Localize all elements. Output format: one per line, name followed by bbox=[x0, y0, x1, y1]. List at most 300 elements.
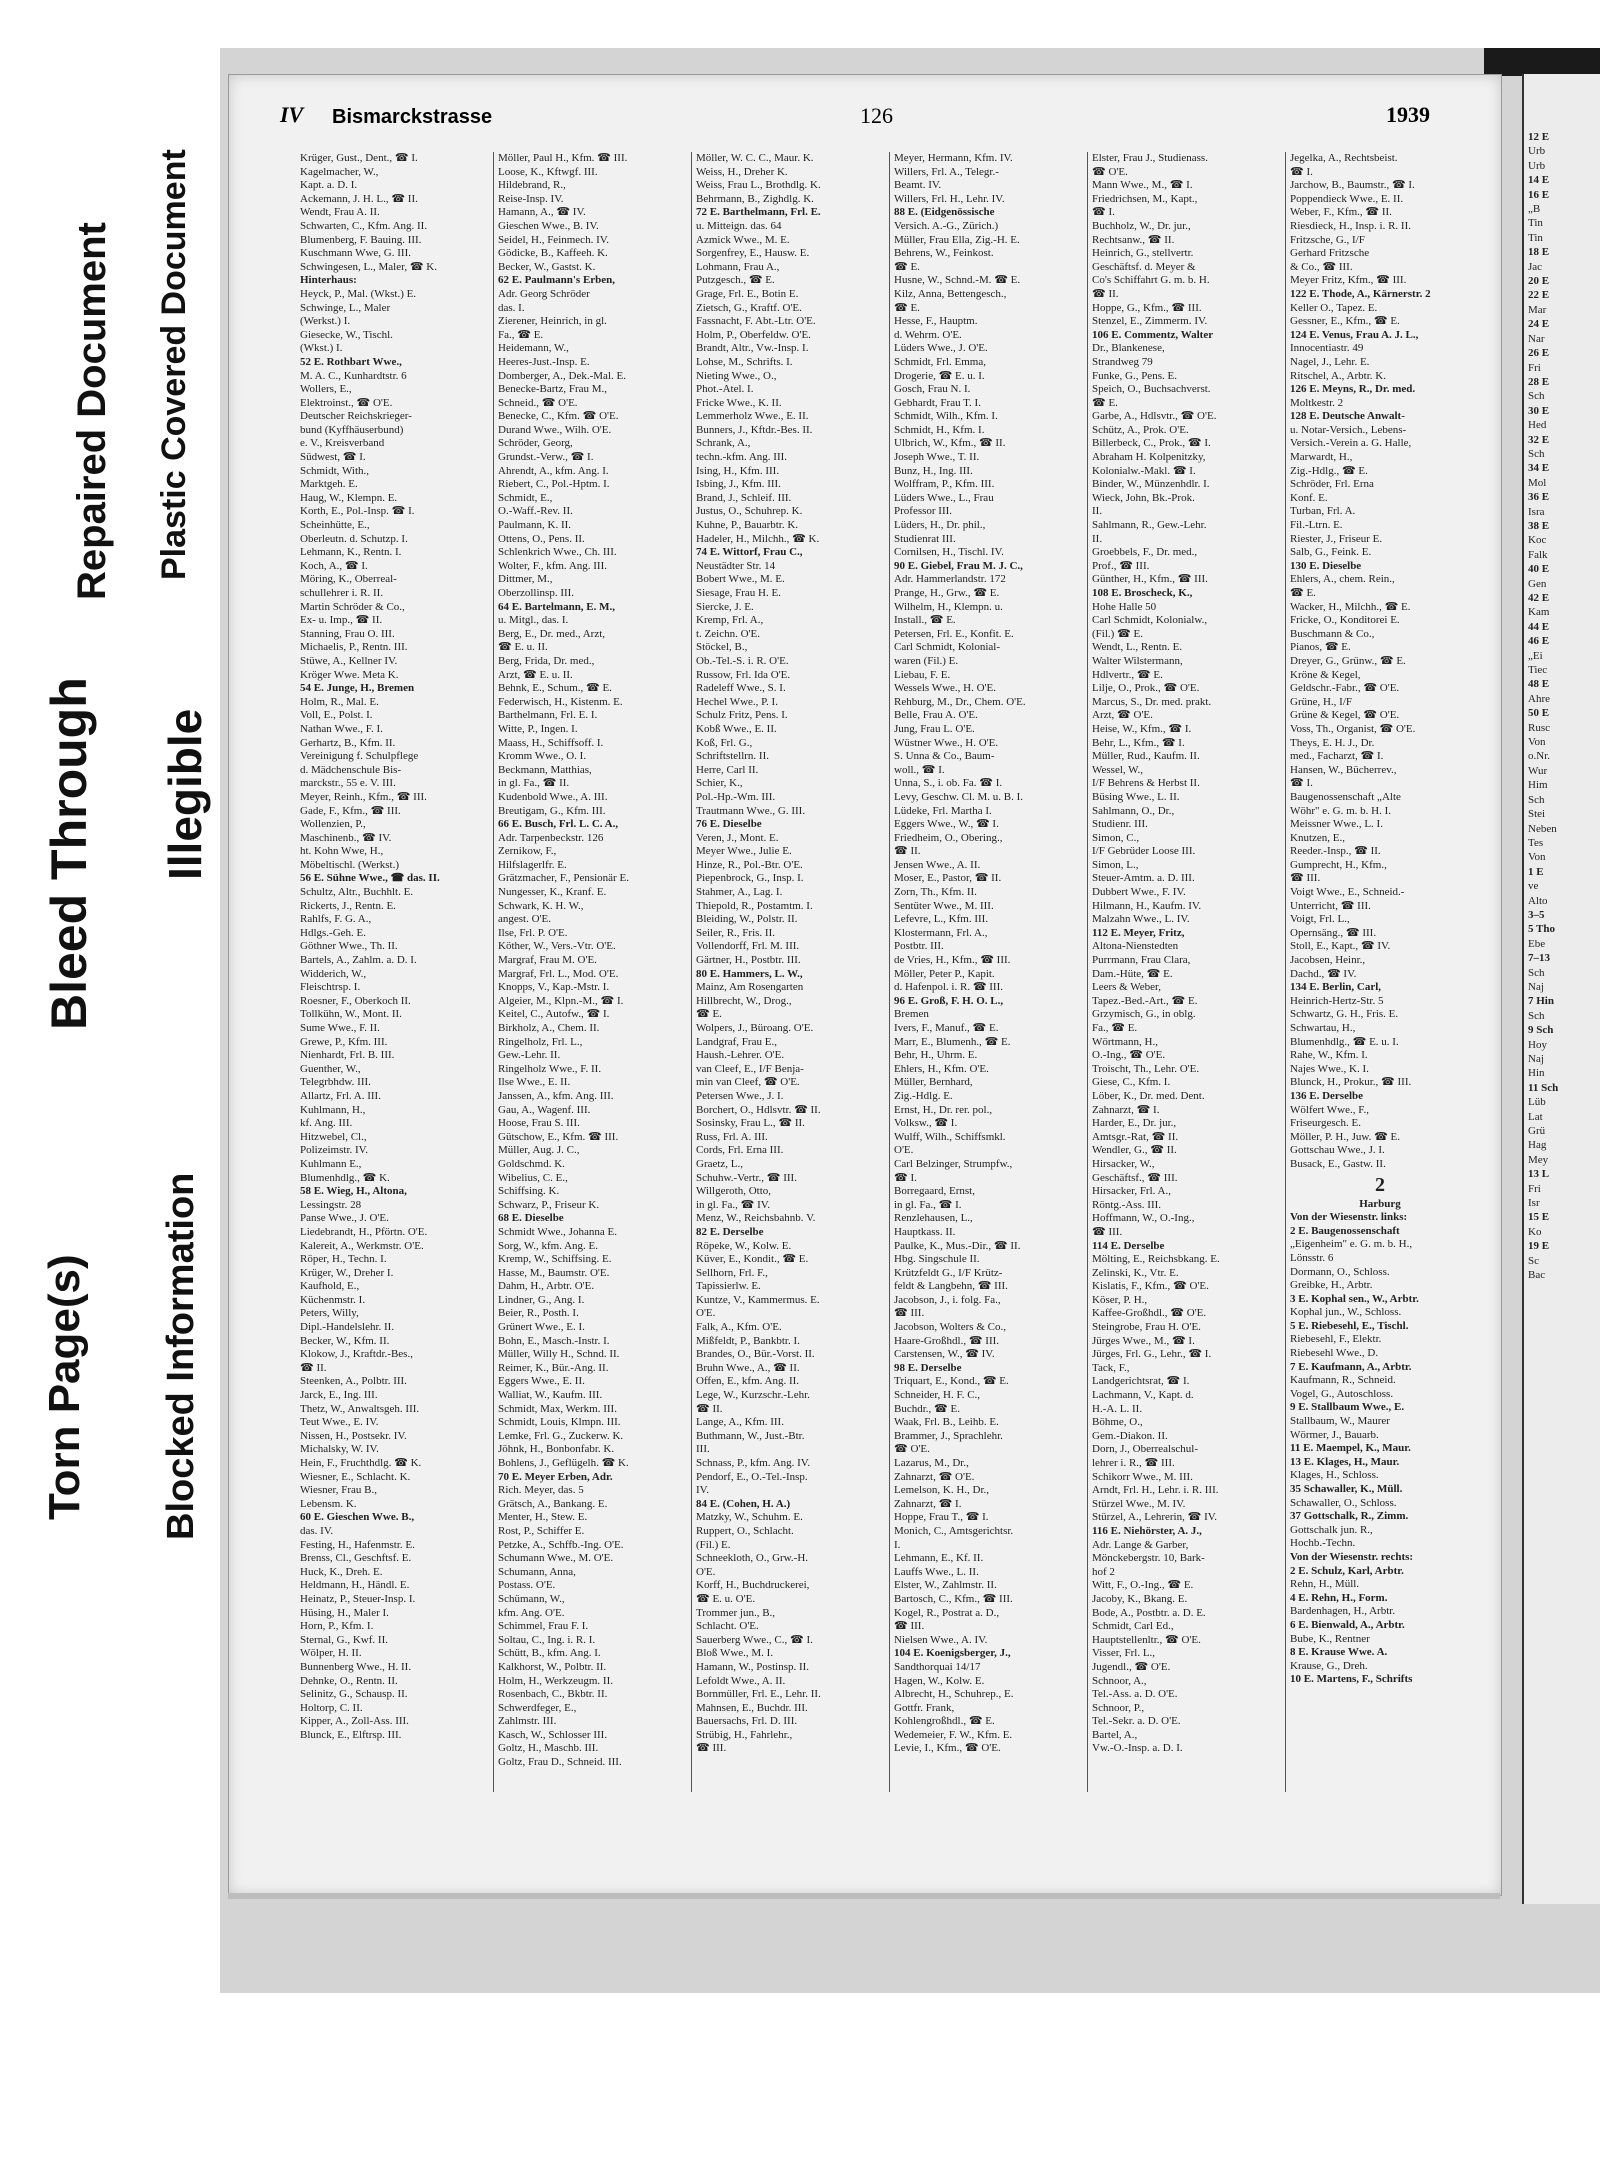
directory-entry-line: Schimmel, Frau F. I. bbox=[498, 1620, 589, 1633]
directory-entry-line: 62 E. Paulmann's Erben, bbox=[498, 274, 616, 287]
directory-entry-line: Kromm Wwe., O. I. bbox=[498, 750, 587, 763]
directory-entry-line: Purrmann, Frau Clara, bbox=[1092, 954, 1191, 967]
directory-entry-line: Durand Wwe., Wilh. O'E. bbox=[498, 423, 612, 436]
directory-entry-line: Sahlmann, R., Gew.-Lehr. bbox=[1092, 519, 1207, 532]
directory-entry-line: Guenther, W., bbox=[300, 1062, 361, 1075]
directory-entry-line: Wollenzien, P., bbox=[300, 818, 366, 831]
directory-entry-line: I. bbox=[894, 1538, 901, 1551]
directory-entry-line: Panse Wwe., J. O'E. bbox=[300, 1212, 389, 1225]
directory-entry-line: Riebert, C., Pol.-Hptm. I. bbox=[498, 478, 610, 491]
directory-entry-line: bund (Kyffhäuserbund) bbox=[300, 423, 404, 436]
directory-entry-line: Rehn, H., Müll. bbox=[1290, 1578, 1360, 1591]
adjacent-page-fragment: 40 E bbox=[1528, 563, 1550, 576]
directory-entry-line: 134 E. Berlin, Carl, bbox=[1290, 981, 1382, 994]
directory-entry-line: Kuntze, V., Kammermus. E. bbox=[696, 1293, 820, 1306]
adjacent-page-fragment: Ahre bbox=[1528, 692, 1550, 705]
directory-entry-line: hof 2 bbox=[1092, 1565, 1115, 1578]
directory-entry-line: Ackemann, J. H. L., ☎ II. bbox=[300, 192, 418, 205]
directory-entry-line: Knopps, V., Kap.-Mstr. I. bbox=[498, 981, 610, 994]
directory-entry-line: Schmidt, E., bbox=[498, 491, 553, 504]
directory-entry-line: M. A. C., Kunhardtstr. 6 bbox=[300, 369, 407, 382]
adjacent-page-fragment: Sch bbox=[1528, 447, 1545, 460]
adjacent-page-fragment: Hoy bbox=[1528, 1038, 1547, 1051]
directory-entry-line: Bleiding, W., Polstr. II. bbox=[696, 913, 798, 926]
adjacent-page-fragment: Him bbox=[1528, 779, 1548, 792]
directory-entry-line: Becker, W., Kfm. II. bbox=[300, 1334, 390, 1347]
directory-entry-line: ☎ II. bbox=[1092, 287, 1119, 300]
directory-entry-line: Holm, R., Mal. E. bbox=[300, 695, 379, 708]
directory-entry-line: ☎ III. bbox=[696, 1742, 727, 1755]
directory-entry-line: Wessels Wwe., H. O'E. bbox=[894, 682, 997, 695]
adjacent-page-fragment: 48 E bbox=[1528, 678, 1550, 691]
directory-entry-line: Riesdieck, H., Insp. i. R. II. bbox=[1290, 219, 1411, 232]
directory-entry-line: Azmick Wwe., M. E. bbox=[696, 233, 790, 246]
directory-entry-line: Troischt, Th., Lehr. O'E. bbox=[1092, 1062, 1200, 1075]
directory-entry-line: Hohe Halle 50 bbox=[1092, 600, 1157, 613]
directory-entry-line: Hirsacker, Frl. A., bbox=[1092, 1185, 1171, 1198]
directory-entry-line: Berg, Frida, Dr. med., bbox=[498, 654, 595, 667]
directory-entry-line: Schmidt, With., bbox=[300, 464, 370, 477]
directory-entry-line: Menter, H., Stew. E. bbox=[498, 1511, 588, 1524]
directory-entry-line: Lange, A., Kfm. III. bbox=[696, 1416, 784, 1429]
column-divider bbox=[493, 152, 494, 1792]
directory-entry-line: Moser, E., Pastor, ☎ II. bbox=[894, 872, 1002, 885]
directory-entry-line: Birkholz, A., Chem. II. bbox=[498, 1022, 600, 1034]
directory-entry-line: Geschäftsf. d. Meyer & bbox=[1092, 260, 1196, 273]
directory-entry-line: Moltkestr. 2 bbox=[1290, 396, 1344, 409]
directory-entry-line: Landgraf, Frau E., bbox=[696, 1035, 777, 1048]
directory-entry-line: Matzky, W., Schuhm. E. bbox=[696, 1511, 803, 1524]
directory-entry-line: in gl. Fa., ☎ IV. bbox=[696, 1198, 771, 1211]
directory-entry-line: ☎ III. bbox=[1290, 872, 1321, 885]
directory-entry-line: Buchholz, W., Dr. jur., bbox=[1092, 219, 1191, 232]
directory-entry-line: Walter Wilstermann, bbox=[1092, 654, 1183, 667]
directory-entry-line: Röpeke, W., Kolw. E. bbox=[696, 1239, 792, 1252]
directory-entry-line: angest. O'E. bbox=[498, 913, 551, 926]
adjacent-page-fragment: 14 E bbox=[1528, 174, 1550, 187]
directory-entry-line: Pol.-Hp.-Wm. III. bbox=[696, 790, 776, 803]
directory-entry-line: Steenken, A., Polbtr. III. bbox=[300, 1375, 407, 1388]
dark-corner-tab bbox=[1484, 48, 1600, 76]
adjacent-page-fragment: Wur bbox=[1528, 764, 1548, 777]
directory-entry-line: Hinterhaus: bbox=[300, 274, 357, 287]
directory-entry-line: Versich. A.-G., Zürich.) bbox=[894, 219, 999, 232]
directory-entry-line: ☎ I. bbox=[1290, 165, 1313, 178]
directory-entry-line: Möller, P. H., Juw. ☎ E. bbox=[1290, 1130, 1401, 1143]
directory-entry-line: Grage, Frl. E., Botin E. bbox=[696, 287, 799, 300]
directory-entry-line: Hitzwebel, Cl., bbox=[300, 1130, 367, 1143]
directory-entry-line: Wendler, G., ☎ II. bbox=[1092, 1144, 1177, 1157]
directory-entry-line: Lüders, H., Dr. phil., bbox=[894, 519, 986, 532]
directory-entry-line: Haare-Großhdl., ☎ III. bbox=[894, 1334, 1000, 1347]
directory-entry-line: Hasse, M., Baumstr. O'E. bbox=[498, 1266, 610, 1279]
directory-entry-line: Hdlvertr., ☎ E. bbox=[1092, 668, 1163, 681]
directory-entry-line: ☎ II. bbox=[696, 1402, 723, 1415]
directory-entry-line: Sternal, G., Kwf. II. bbox=[300, 1633, 388, 1646]
directory-entry-line: Sellhorn, Frl. F., bbox=[696, 1266, 768, 1279]
directory-entry-line: Install., ☎ E. bbox=[894, 614, 956, 627]
directory-entry-line: Haug, W., Klempn. E. bbox=[300, 491, 398, 504]
directory-entry-line: Garbe, A., Hdlsvtr., ☎ O'E. bbox=[1092, 410, 1217, 423]
directory-entry-line: Kudenbold Wwe., A. III. bbox=[498, 790, 608, 803]
directory-entry-line: Riester, J., Friseur E. bbox=[1290, 532, 1383, 545]
directory-entry-line: Gerhard Fritzsche bbox=[1290, 247, 1370, 260]
directory-entry-line: (Fil.) ☎ E. bbox=[1092, 627, 1143, 640]
directory-entry-line: Stallbaum, W., Maurer bbox=[1290, 1415, 1390, 1428]
directory-entry-line: Weiss, H., Dreher K. bbox=[696, 165, 788, 178]
page-number: 126 bbox=[860, 103, 893, 128]
directory-entry-line: Selinitz, G., Schausp. II. bbox=[300, 1688, 408, 1701]
directory-entry-line: Petzke, A., Schffb.-Ing. O'E. bbox=[498, 1538, 624, 1551]
directory-entry-line: 96 E. Groß, F. H. O. L., bbox=[894, 994, 1004, 1007]
directory-entry-line: 70 E. Meyer Erben, Adr. bbox=[498, 1470, 613, 1483]
directory-entry-line: Grüne & Kegel, ☎ O'E. bbox=[1290, 709, 1400, 722]
directory-entry-line: Theys, E. H. J., Dr. bbox=[1290, 736, 1375, 749]
directory-entry-line: Wessel, W., bbox=[1092, 763, 1144, 776]
directory-entry-line: Benecke, C., Kfm. ☎ O'E. bbox=[498, 410, 619, 423]
directory-entry-line: Hoppe, Frau T., ☎ I. bbox=[894, 1511, 989, 1524]
adjacent-page-fragment: 24 E bbox=[1528, 318, 1550, 331]
directory-entry-line: Kuhlmann E., bbox=[300, 1157, 362, 1170]
directory-entry-line: Fricke Wwe., K. II. bbox=[696, 396, 782, 409]
directory-entry-line: Gerhartz, B., Kfm. II. bbox=[300, 736, 396, 749]
directory-entry-line: Busack, E., Gastw. II. bbox=[1290, 1157, 1386, 1170]
directory-entry-line: Hdlgs.-Geh. E. bbox=[300, 926, 366, 939]
directory-entry-line: 76 E. Dieselbe bbox=[696, 818, 762, 831]
directory-entry-line: Mönckebergstr. 10, Bark- bbox=[1092, 1552, 1205, 1565]
directory-entry-line: Schröder, Georg, bbox=[498, 437, 573, 450]
directory-entry-line: ☎ II. bbox=[894, 845, 921, 858]
directory-entry-line: Neustädter Str. 14 bbox=[696, 559, 776, 572]
directory-entry-line: Hildebrand, R., bbox=[498, 179, 566, 192]
directory-entry-line: 68 E. Dieselbe bbox=[498, 1212, 564, 1225]
directory-entry-line: Kilz, Anna, Bettengesch., bbox=[894, 287, 1007, 300]
directory-entry-line: Sume Wwe., F. II. bbox=[300, 1022, 380, 1034]
directory-entry-line: Nungesser, K., Kranf. E. bbox=[498, 886, 607, 899]
directory-entry-line: Heyck, P., Mal. (Wkst.) E. bbox=[300, 287, 417, 300]
directory-entry-line: Beier, R., Posth. I. bbox=[498, 1307, 579, 1320]
directory-entry-line: Ringelholz Wwe., F. II. bbox=[498, 1062, 602, 1075]
adjacent-page-fragment: Tes bbox=[1528, 836, 1544, 849]
adjacent-page-fragment: Urb bbox=[1528, 145, 1546, 158]
directory-entry-line: Mainz, Am Rosengarten bbox=[696, 981, 804, 994]
directory-entry-line: Nielsen Wwe., A. IV. bbox=[894, 1633, 988, 1646]
directory-entry-line: Turban, Frl. A. bbox=[1290, 505, 1356, 518]
directory-entry-line: Wörtmann, H., bbox=[1092, 1035, 1158, 1048]
directory-entry-line: 80 E. Hammers, L. W., bbox=[696, 967, 803, 980]
adjacent-page-fragment: Nar bbox=[1528, 332, 1545, 345]
directory-entry-line: Lebensm. K. bbox=[300, 1497, 357, 1510]
directory-entry-line: min van Cleef, ☎ O'E. bbox=[696, 1076, 800, 1089]
directory-entry-line: Studienr. III. bbox=[1092, 818, 1148, 831]
column-divider bbox=[1285, 152, 1286, 1792]
directory-entry-line: ht. Kohn Wwe, H., bbox=[300, 845, 384, 858]
directory-entry-line: Tel.-Ass. a. D. O'E. bbox=[1092, 1688, 1178, 1701]
directory-entry-line: 4 E. Rehn, H., Form. bbox=[1290, 1591, 1388, 1604]
directory-entry-line: Breutigam, G., Kfm. III. bbox=[498, 804, 606, 817]
directory-entry-line: Lemke, Frl. G., Zuckerw. K. bbox=[498, 1429, 624, 1442]
directory-entry-line: Dahm, H., Arbtr. O'E. bbox=[498, 1280, 595, 1293]
adjacent-page-fragment: 16 E bbox=[1528, 188, 1550, 201]
directory-entry-line: 2 E. Schulz, Karl, Arbtr. bbox=[1290, 1564, 1404, 1577]
directory-entry-line: Hoppe, G., Kfm., ☎ III. bbox=[1092, 301, 1202, 314]
directory-entry-line: Wibelius, C. E., bbox=[498, 1171, 568, 1184]
directory-entry-line: Funke, G., Pens. E. bbox=[1092, 369, 1177, 382]
directory-entry-line: Co's Schiffahrt G. m. b. H. bbox=[1092, 274, 1210, 287]
adjacent-page-fragment: 42 E bbox=[1528, 592, 1550, 604]
directory-entry-line: Nieting Wwe., O., bbox=[696, 369, 777, 382]
directory-entry-line: Marktgeh. E. bbox=[300, 478, 358, 491]
adjacent-page-fragment: Fri bbox=[1528, 361, 1541, 374]
directory-entry-line: Hinze, R., Pol.-Btr. O'E. bbox=[696, 858, 803, 871]
directory-entry-line: Dr., Blankenese, bbox=[1092, 342, 1165, 355]
directory-entry-line: ☎ E. bbox=[1290, 587, 1316, 599]
directory-entry-line: Sauerberg Wwe., C., ☎ I. bbox=[696, 1633, 813, 1646]
directory-entry-line: Hoffmann, W., O.-Ing., bbox=[1092, 1212, 1195, 1225]
directory-entry-line: u. Notar-Versich., Lebens- bbox=[1290, 423, 1407, 436]
directory-entry-line: Schriftstellrn. II. bbox=[696, 750, 770, 763]
adjacent-page-fragment: 7 Hin bbox=[1528, 995, 1554, 1008]
directory-entry-line: Benecke-Bartz, Frau M., bbox=[498, 383, 608, 396]
directory-entry-line: Nathan Wwe., F. I. bbox=[300, 722, 383, 735]
adjacent-page-fragment: Bac bbox=[1528, 1269, 1546, 1282]
directory-entry-line: Kaufhold, E., bbox=[300, 1280, 360, 1293]
directory-entry-line: Speich, O., Buchsachverst. bbox=[1092, 383, 1211, 396]
directory-entry-line: Wiesner, Frau B., bbox=[300, 1484, 378, 1497]
directory-entry-line: Klokow, J., Kraftdr.-Bes., bbox=[300, 1348, 413, 1361]
directory-entry-line: Jürges Wwe., M., ☎ I. bbox=[1092, 1334, 1195, 1347]
directory-entry-line: Schumann Wwe., M. O'E. bbox=[498, 1552, 614, 1565]
directory-entry-line: Festing, H., Hafenmstr. E. bbox=[300, 1538, 415, 1551]
directory-entry-line: Heise, W., Kfm., ☎ I. bbox=[1092, 722, 1192, 735]
adjacent-page-fragment: Kam bbox=[1528, 606, 1550, 619]
directory-entry-line: Behr, H., Uhrm. E. bbox=[894, 1049, 978, 1062]
column-2 bbox=[498, 152, 686, 1792]
directory-entry-line: ☎ E. bbox=[894, 260, 920, 273]
directory-entry-line: Maschinenb., ☎ IV. bbox=[300, 831, 392, 844]
directory-entry-line: Albrecht, H., Schuhrep., E. bbox=[894, 1688, 1014, 1701]
directory-entry-line: Baugenossenschaft „Alte bbox=[1290, 790, 1401, 803]
directory-entry-line: Jacoby, K., Bkang. E. bbox=[1092, 1592, 1188, 1605]
directory-entry-line: Waak, Frl. B., Leihb. E. bbox=[894, 1416, 999, 1429]
directory-entry-line: Kolonialw.-Makl. ☎ I. bbox=[1092, 464, 1196, 477]
directory-entry-line: Zig.-Hdlg., ☎ E. bbox=[1290, 464, 1368, 477]
directory-entry-line: Mann Wwe., M., ☎ I. bbox=[1092, 179, 1193, 192]
directory-entry-line: Gödicke, B., Kaffeeh. K. bbox=[498, 247, 608, 260]
directory-entry-line: Lohmann, Frau A., bbox=[696, 260, 780, 273]
directory-entry-line: Wulff, Wilh., Schiffsmkl. bbox=[894, 1130, 1006, 1143]
directory-entry-line: 124 E. Venus, Frau A. J. L., bbox=[1290, 328, 1419, 341]
directory-entry-line: Koß, Frl. G., bbox=[696, 736, 753, 749]
directory-entry-line: techn.-kfm. Ang. III. bbox=[696, 451, 788, 464]
directory-entry-line: Gottschau Wwe., J. I. bbox=[1290, 1144, 1385, 1157]
directory-entry-line: 56 E. Sühne Wwe., ☎ das. II. bbox=[300, 872, 440, 885]
directory-entry-line: Stanning, Frau O. III. bbox=[300, 627, 395, 640]
directory-entry-line: Buchdr., ☎ E. bbox=[894, 1402, 960, 1415]
directory-entry-line: Visser, Frl. L., bbox=[1092, 1647, 1156, 1660]
adjacent-page-fragment: Hag bbox=[1528, 1139, 1547, 1152]
adjacent-page-fragment: 5 Tho bbox=[1528, 923, 1556, 936]
directory-entry-line: Peters, Willy, bbox=[300, 1307, 359, 1320]
directory-entry-line: Isbing, J., Kfm. III. bbox=[696, 478, 781, 491]
directory-entry-line: Gebhardt, Frau T. I. bbox=[894, 396, 981, 409]
directory-entry-line: ☎ E. bbox=[894, 301, 920, 314]
directory-entry-line: Elster, Frau J., Studienass. bbox=[1092, 152, 1208, 164]
directory-entry-line: Lazarus, M., Dr., bbox=[894, 1457, 969, 1469]
directory-entry-line: Janssen, A., kfm. Ang. III. bbox=[498, 1089, 614, 1102]
adjacent-page-fragment: 36 E bbox=[1528, 491, 1550, 504]
directory-entry-line: 37 Gottschalk, R., Zimm. bbox=[1290, 1510, 1409, 1523]
directory-entry-line: Domberger, A., Dek.-Mal. E. bbox=[498, 369, 626, 382]
directory-entry-line: Hamann, A., ☎ IV. bbox=[498, 206, 586, 219]
directory-entry-line: Blumenhdlg., ☎ E. u. I. bbox=[1290, 1035, 1399, 1048]
directory-entry-line: Vw.-O.-Insp. a. D. I. bbox=[1092, 1742, 1183, 1755]
directory-entry-line: Schmidt, Carl Ed., bbox=[1092, 1620, 1174, 1633]
directory-entry-line: Schnass, P., kfm. Ang. IV. bbox=[696, 1457, 811, 1469]
directory-entry-line: Knutzen, E., bbox=[1290, 831, 1345, 844]
directory-entry-line: Schröder, Frl. Erna bbox=[1290, 478, 1374, 491]
directory-entry-line: Herre, Carl II. bbox=[696, 763, 759, 776]
directory-entry-line: Sahlmann, O., Dr., bbox=[1092, 804, 1175, 817]
directory-entry-line: 126 E. Meyns, R., Dr. med. bbox=[1290, 383, 1416, 396]
directory-entry-line: Schmidt, H., Kfm. I. bbox=[894, 423, 985, 436]
adjacent-page-fragment: Urb bbox=[1528, 159, 1546, 172]
directory-entry-line: Schumann, Anna, bbox=[498, 1565, 576, 1578]
directory-entry-line: Menz, W., Reichsbahnb. V. bbox=[696, 1212, 816, 1225]
adjacent-page-fragment: Mol bbox=[1528, 476, 1547, 489]
directory-entry-line: Möbeltischl. (Werkst.) bbox=[300, 858, 400, 871]
directory-entry-line: Von der Wiesenstr. links: bbox=[1290, 1211, 1408, 1224]
directory-entry-line: I/F Gebrüder Loose III. bbox=[1092, 845, 1196, 858]
directory-entry-line: Schwingesen, L., Maler, ☎ K. bbox=[300, 260, 437, 273]
adjacent-page-fragment: 50 E bbox=[1528, 707, 1550, 720]
directory-entry-line: Kobß Wwe., E. II. bbox=[696, 722, 777, 735]
directory-entry-line: Opernsäng., ☎ III. bbox=[1290, 926, 1377, 939]
directory-entry-line: Elster, W., Zahlmstr. II. bbox=[894, 1579, 997, 1592]
directory-entry-line: Heeres-Just.-Insp. E. bbox=[498, 355, 590, 368]
directory-entry-line: 106 E. Commentz, Walter bbox=[1092, 328, 1214, 341]
directory-entry-line: Gütschow, E., Kfm. ☎ III. bbox=[498, 1130, 619, 1143]
directory-entry-line: Groebbels, F., Dr. med., bbox=[1092, 546, 1198, 559]
directory-entry-line: Trommer jun., B., bbox=[696, 1606, 776, 1619]
directory-entry-line: Sandthorquai 14/17 bbox=[894, 1660, 981, 1673]
adjacent-page-fragment: 11 Sch bbox=[1528, 1081, 1559, 1094]
directory-entry-line: Rechtsanw., ☎ II. bbox=[1092, 233, 1175, 246]
directory-entry-line: Bauersachs, Frl. D. III. bbox=[696, 1715, 798, 1728]
directory-entry-line: Rahlfs, F. G. A., bbox=[300, 913, 372, 926]
tag-bleed-through: Bleed Through bbox=[41, 677, 97, 1030]
directory-entry-line: Schikorr Wwe., M. III. bbox=[1092, 1470, 1193, 1483]
street-name: Bismarckstrasse bbox=[332, 106, 493, 128]
directory-entry-line: Müller, Aug. J. C., bbox=[498, 1144, 580, 1157]
directory-entry-line: Schwinge, L., Maler bbox=[300, 301, 391, 314]
directory-entry-line: Zernikow, F., bbox=[498, 845, 557, 858]
directory-entry-line: Wölper, H. II. bbox=[300, 1647, 362, 1660]
directory-entry-line: Schrank, A., bbox=[696, 437, 751, 450]
directory-entry-line: Ex- u. Imp., ☎ II. bbox=[300, 614, 383, 627]
directory-entry-line: Friedheim, O., Obering., bbox=[894, 831, 1003, 844]
directory-entry-line: Kremp, Frl. A., bbox=[696, 614, 764, 627]
directory-entry-line: O.-Waff.-Rev. II. bbox=[498, 505, 573, 518]
directory-entry-line: 136 E. Derselbe bbox=[1290, 1089, 1364, 1102]
directory-entry-line: Blunck, E., Elftrsp. III. bbox=[300, 1728, 402, 1741]
directory-entry-line: Jacobson, J., i. folg. Fa., bbox=[894, 1293, 1001, 1306]
directory-entry-line: Adr. Hammerlandstr. 172 bbox=[894, 573, 1006, 586]
directory-entry-line: Rickerts, J., Rentn. E. bbox=[300, 899, 396, 912]
directory-entry-line: Zietsch, G., Kraftf. O'E. bbox=[696, 301, 802, 314]
directory-entry-line: Zahnarzt, ☎ O'E. bbox=[894, 1470, 975, 1483]
directory-entry-line: Kröger Wwe. Meta K. bbox=[300, 668, 399, 681]
directory-entry-line: Zahlmstr. III. bbox=[498, 1715, 557, 1728]
adjacent-page-text bbox=[1528, 130, 1598, 1750]
adjacent-page-fragment: Fri bbox=[1528, 1182, 1541, 1195]
directory-entry-line: Grätsch, A., Bankang. E. bbox=[498, 1497, 608, 1510]
directory-entry-line: Müller, Frau Ella, Zig.-H. E. bbox=[894, 233, 1020, 246]
directory-entry-line: Allartz, Frl. A. III. bbox=[300, 1089, 381, 1102]
adjacent-page-fragment: Sch bbox=[1528, 793, 1545, 806]
directory-columns bbox=[300, 152, 1470, 1797]
directory-entry-line: Carl Schmidt, Kolonial- bbox=[894, 641, 1001, 654]
directory-entry-line: Seidel, H., Feinmech. IV. bbox=[498, 233, 610, 246]
directory-entry-line: ☎ I. bbox=[1290, 777, 1313, 790]
directory-entry-line: Dehnke, O., Rentn. II. bbox=[300, 1674, 398, 1687]
directory-entry-line: Scheinhütte, E., bbox=[300, 519, 370, 532]
directory-entry-line: Lefevre, L., Kfm. III. bbox=[894, 913, 989, 926]
directory-entry-line: S. Unna & Co., Baum- bbox=[894, 750, 995, 763]
adjacent-page-fragment: Ebe bbox=[1528, 937, 1546, 950]
directory-entry-line: Paulke, K., Mus.-Dir., ☎ II. bbox=[894, 1239, 1021, 1252]
directory-entry-line: Fassnacht, F. Abt.-Ltr. O'E. bbox=[696, 315, 816, 328]
directory-entry-line: Soltau, C., Ing. i. R. I. bbox=[498, 1633, 596, 1646]
directory-entry-line: Dreyer, G., Grünw., ☎ E. bbox=[1290, 654, 1406, 667]
directory-entry-line: kf. Ang. III. bbox=[300, 1117, 353, 1130]
directory-entry-line: Schwarz, P., Friseur K. bbox=[498, 1198, 600, 1211]
directory-entry-line: Stürzel Wwe., M. IV. bbox=[1092, 1497, 1186, 1510]
adjacent-page-fragment: Mey bbox=[1528, 1153, 1549, 1166]
directory-entry-line: Ritschel, A., Arbtr. K. bbox=[1290, 369, 1386, 382]
directory-entry-line: Wöhr" e. G. m. b. H. I. bbox=[1290, 804, 1392, 817]
directory-entry-line: Margraf, Frl. L., Mod. O'E. bbox=[498, 967, 619, 980]
directory-entry-line: Weber, F., Kfm., ☎ II. bbox=[1290, 206, 1392, 219]
directory-entry-line: Röper, H., Techn. I. bbox=[300, 1253, 387, 1266]
directory-entry-line: ☎ O'E. bbox=[1092, 165, 1128, 178]
directory-entry-line: Piepenbrock, G., Insp. I. bbox=[696, 872, 804, 885]
directory-entry-line: Ernst, H., Dr. rer. pol., bbox=[894, 1103, 993, 1116]
directory-entry-line: Schwartau, H., bbox=[1290, 1022, 1356, 1034]
directory-entry-line: O.-Ing., ☎ O'E. bbox=[1092, 1049, 1166, 1062]
directory-entry-line: Polizeimstr. IV. bbox=[300, 1144, 368, 1157]
directory-entry-line: Kuschmann Wwe, G. III. bbox=[300, 247, 411, 260]
directory-entry-line: Behrmann, B., Zighdlg. K. bbox=[696, 192, 814, 205]
directory-entry-line: Schmidt, Max, Werkm. III. bbox=[498, 1402, 617, 1415]
directory-entry-line: Wolpers, J., Büroang. O'E. bbox=[696, 1022, 814, 1034]
directory-entry-line: I/F Behrens & Herbst II. bbox=[1092, 777, 1200, 790]
directory-entry-line: Becker, W., Gastst. K. bbox=[498, 260, 596, 273]
directory-entry-line: Schmidt, Frl. Emma, bbox=[894, 355, 986, 368]
directory-entry-line: Kröne & Kegel, bbox=[1290, 668, 1361, 681]
directory-entry-line: 116 E. Niehörster, A. J., bbox=[1092, 1524, 1202, 1537]
directory-entry-line: Bunz, H., Ing. III. bbox=[894, 464, 973, 477]
directory-entry-line: ☎ I. bbox=[894, 1171, 917, 1184]
directory-entry-line: Heinatz, P., Steuer-Insp. I. bbox=[300, 1592, 416, 1605]
directory-entry-line: 64 E. Bartelmann, E. M., bbox=[498, 600, 616, 613]
adjacent-page-fragment: 15 E bbox=[1528, 1211, 1550, 1224]
directory-entry-line: Harder, E., Dr. jur., bbox=[1092, 1117, 1177, 1130]
directory-entry-line: Stüwe, A., Kellner IV. bbox=[300, 654, 398, 667]
directory-entry-line: Michaelis, P., Rentn. III. bbox=[300, 641, 408, 654]
directory-entry-line: Arzt, ☎ O'E. bbox=[1092, 709, 1153, 722]
directory-entry-line: (Fil.) E. bbox=[696, 1538, 731, 1551]
